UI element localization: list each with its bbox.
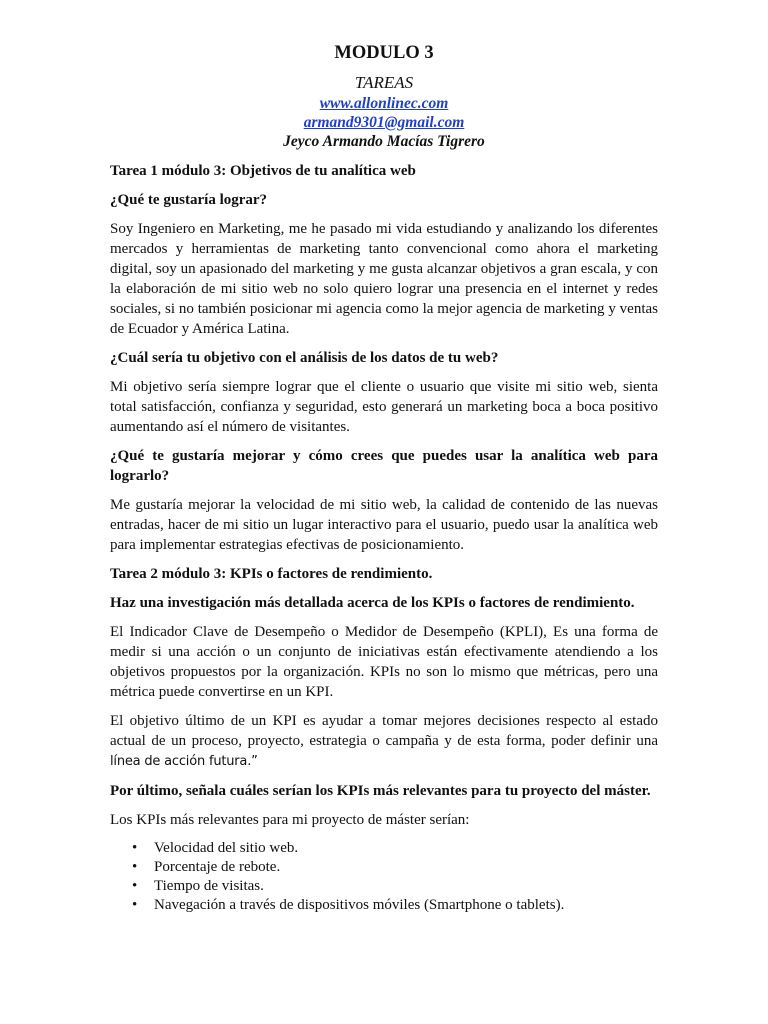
list-item [132,839,658,858]
task2-heading: Tarea 2 módulo 3: KPIs o factores de rendimiento. [110,566,433,582]
list-item [132,896,658,915]
list-item-text: Tiempo de visitas. [154,878,264,894]
task2-question-2: Por último, señala cuáles serían los KPIs más relevantes para tu proyecto del máster. [110,783,651,799]
document-header [110,40,658,151]
email-link[interactable]: armand9301@gmail.com [303,114,465,131]
task2-answer-1: El Indicador Clave de Desempeño o Medidor de Desempeño (KPLI), Es una forma de medir si una acción o un conjunto de iniciativas están efectivamente atendiendo a los objetivos propuestos por la organización. KPIs no son lo mismo que métricas, pero una métrica puede convertirse en un KPI. [110,624,658,700]
document-title: MODULO 3 [334,43,434,63]
document-subtitle: TAREAS [354,73,414,92]
kpi-list-intro: Los KPIs más relevantes para mi proyecto de máster serían: [110,812,470,828]
website-link[interactable]: www.allonlinec.com [319,95,449,112]
task2-answer-2-handwritten: línea de acción futura.” [110,754,258,769]
bullet-icon: • [132,840,138,856]
bullet-icon: • [132,897,138,913]
author-name: Jeyco Armando Macías Tigrero [283,133,485,150]
task1-question-2: ¿Cuál sería tu objetivo con el análisis de los datos de tu web? [110,350,499,366]
list-item [132,877,658,896]
task1-answer-3: Me gustaría mejorar la velocidad de mi sitio web, la calidad de contenido de las nuevas entradas, hacer de mi sitio un lugar interactivo para el usuario, puedo usar la analítica web para implementar estrategias efectivas de posicionamiento. [110,497,658,553]
document-content [110,40,658,915]
task1-heading: Tarea 1 módulo 3: Objetivos de tu analítica web [110,163,416,179]
bullet-icon: • [132,878,138,894]
kpi-list [110,839,658,915]
task1-answer-1: Soy Ingeniero en Marketing, me he pasado mi vida estudiando y analizando los diferentes mercados y herramientas de marketing tanto convencional como ahora el marketing digital, soy un apasionado del marketing y me gusta alcanzar objetivos a gran escala, y con la elaboración de mi sitio web no solo quiero lograr una presencia en el internet y redes sociales, si no también posicionar mi agencia como la mejor agencia de marketing y ventas de Ecuador y América Latina. [110,221,658,337]
list-item-text: Porcentaje de rebote. [154,859,281,875]
task2-answer-2 [110,711,658,772]
task2-answer-2-text: El objetivo último de un KPI es ayudar a tomar mejores decisiones respecto al estado actual de un proceso, proyecto, estrategia o campaña y de esta forma, poder definir una [110,713,658,749]
task1-question-1: ¿Qué te gustaría lograr? [110,192,268,208]
task1-question-3: ¿Qué te gustaría mejorar y cómo crees que puedes usar la analítica web para lograrlo? [110,448,658,484]
task1-answer-2: Mi objetivo sería siempre lograr que el cliente o usuario que visite mi sitio web, sienta total satisfacción, confianza y seguridad, esto generará un marketing boca a boca positivo aumentando así el número de visitantes. [110,379,658,435]
task2-question-1: Haz una investigación más detallada acerca de los KPIs o factores de rendimiento. [110,595,635,611]
list-item [132,858,658,877]
list-item-text: Velocidad del sitio web. [154,840,299,856]
list-item-text: Navegación a través de dispositivos móviles (Smartphone o tablets). [154,897,565,913]
bullet-icon: • [132,859,138,875]
